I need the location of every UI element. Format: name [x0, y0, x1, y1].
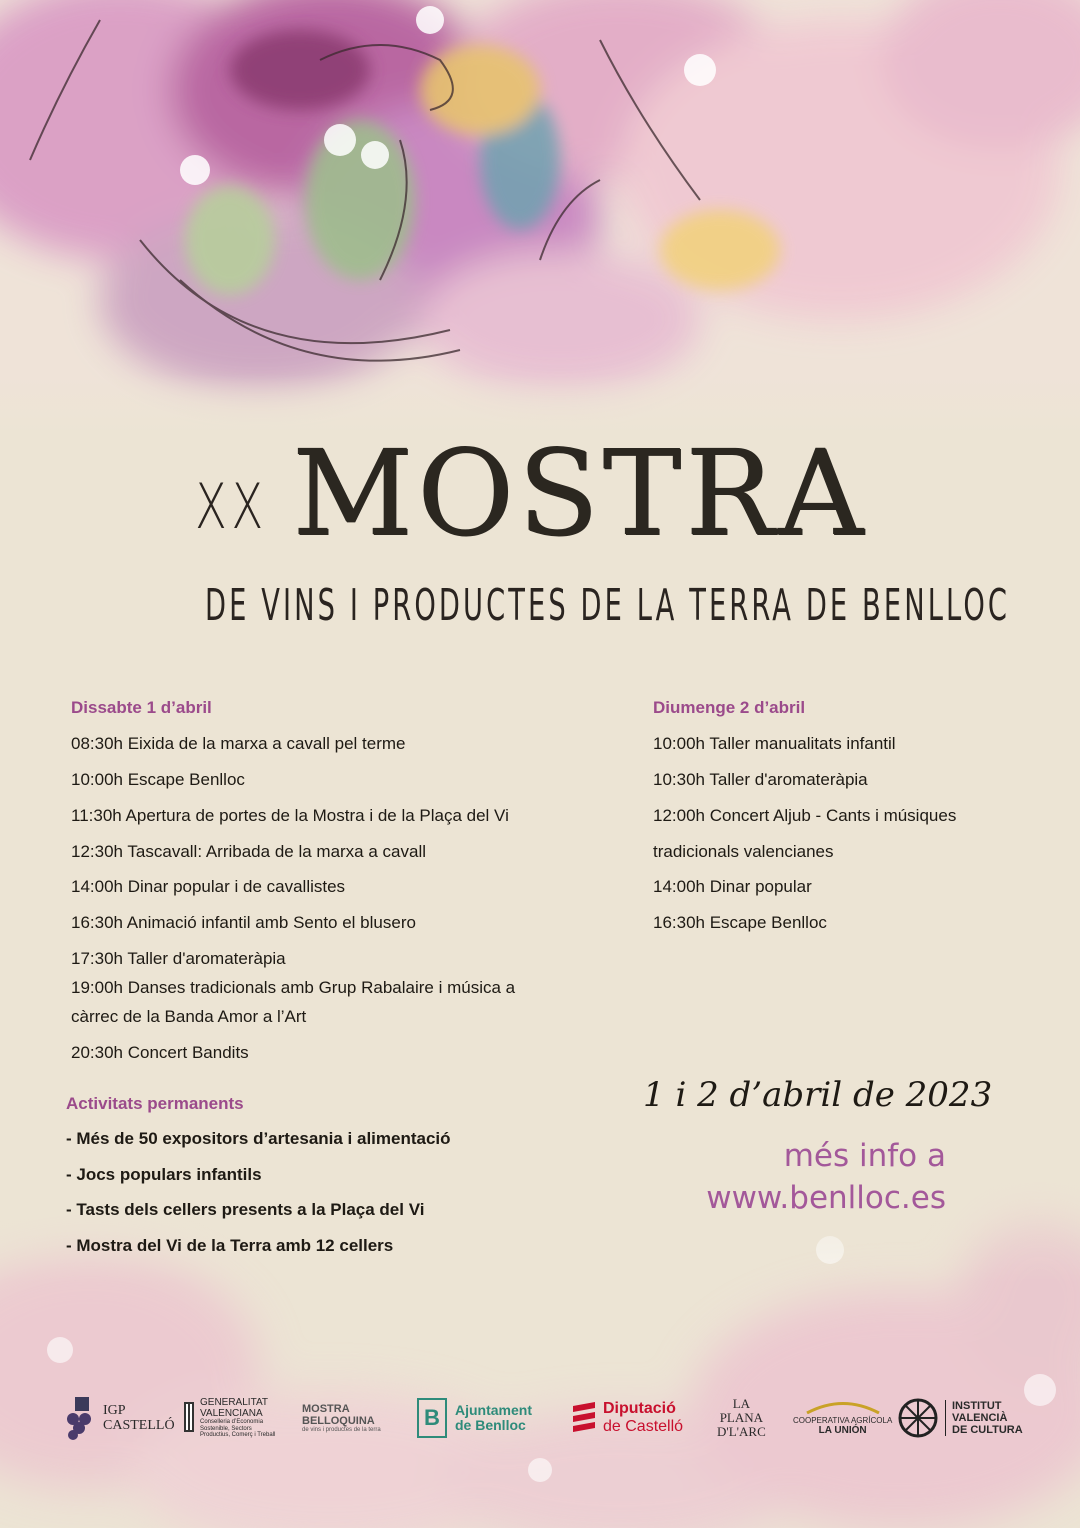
event-date: 1 i 2 d’abril de 2023 — [643, 1075, 993, 1115]
saturday-heading: Dissabte 1 d’abril — [71, 698, 212, 717]
title-block — [0, 424, 1080, 660]
permanent-activity-item: - Més de 50 expositors d’artesania i alimentació — [66, 1129, 451, 1148]
logo-diputacio-castello — [571, 1390, 683, 1446]
logo-text: VALENCIÀ — [952, 1411, 1008, 1424]
schedule-item: 10:00h Escape Benlloc — [71, 770, 245, 789]
logo-text: Diputació — [603, 1400, 676, 1418]
schedule-item: 19:00h Danses tradicionals amb Grup Rabalaire i música a — [71, 978, 516, 997]
ivc-emblem-icon — [897, 1397, 939, 1439]
logo-institut-valencia-cultura — [897, 1390, 1023, 1446]
logo-text: LA UNIÓN — [818, 1425, 867, 1437]
schedule-item: 14:00h Dinar popular — [653, 877, 812, 896]
logo-igp-castello — [63, 1390, 175, 1446]
sunday-heading: Diumenge 2 d’abril — [653, 698, 806, 717]
logo-text: INSTITUT — [952, 1399, 1002, 1412]
logo-text: MOSTRA — [302, 1402, 350, 1415]
permanent-activities-heading: Activitats permanents — [66, 1094, 244, 1113]
divider — [945, 1400, 946, 1436]
info-label: més info a — [783, 1138, 946, 1174]
logo-text: VALENCIANA — [200, 1408, 263, 1420]
schedule-item: 16:30h Escape Benlloc — [653, 913, 827, 932]
logo-text: IGP — [103, 1402, 126, 1418]
info-url-link[interactable]: www.benlloc.es — [706, 1180, 946, 1216]
logo-text: COOPERATIVA AGRÍCOLA — [793, 1415, 893, 1425]
grapes-icon — [63, 1395, 99, 1441]
schedule-item: 20:30h Concert Bandits — [71, 1043, 249, 1062]
edition-number: XX — [195, 470, 268, 543]
logo-text: de Benlloc — [455, 1417, 526, 1433]
schedule-item: 08:30h Eixida de la marxa a cavall pel terme — [71, 734, 406, 753]
benlloc-b-icon: B — [417, 1398, 447, 1438]
logo-generalitat-valenciana — [182, 1390, 280, 1446]
logo-text: de Castelló — [603, 1418, 684, 1435]
logo-ajuntament-benlloc — [417, 1390, 532, 1446]
logo-text: CASTELLÓ — [103, 1418, 175, 1433]
logo-text: de vins i productes de la terra — [302, 1426, 381, 1433]
schedule-item-continued: tradicionals valencianes — [653, 842, 834, 861]
logo-text: D'L'ARC — [717, 1424, 766, 1440]
logo-cooperativa-la-union — [793, 1390, 892, 1446]
schedule-item: 10:30h Taller d'aromateràpia — [653, 770, 868, 789]
sponsor-logos — [55, 1390, 1025, 1450]
logo-text: DE CULTURA — [952, 1424, 1023, 1437]
schedule-item: 16:30h Animació infantil amb Sento el blusero — [71, 913, 416, 932]
permanent-activity-item: - Tasts dels cellers presents a la Plaça del Vi — [66, 1200, 425, 1219]
schedule-item-continued: càrrec de la Banda Amor a l’Art — [71, 1007, 307, 1026]
permanent-activity-item: - Mostra del Vi de la Terra amb 12 cellers — [66, 1236, 394, 1255]
schedule-item: 14:00h Dinar popular i de cavallistes — [71, 877, 346, 896]
logo-mostra-belloquina — [302, 1390, 381, 1446]
logo-text: LA — [732, 1395, 751, 1411]
logo-text: GENERALITAT — [200, 1397, 268, 1409]
watercolor-flowers-illustration — [0, 0, 1080, 440]
schedule-item: 12:30h Tascavall: Arribada de la marxa a cavall — [71, 842, 426, 861]
page-subtitle: DE VINS I PRODUCTES DE LA TERRA DE BENLLOC — [205, 580, 1011, 631]
permanent-activity-item: - Jocs populars infantils — [66, 1165, 262, 1184]
stripes-icon — [571, 1400, 597, 1436]
schedule-item: 11:30h Apertura de portes de la Mostra i de la Plaça del Vi — [71, 806, 509, 825]
page-title: MOSTRA — [292, 424, 868, 562]
coat-of-arms-icon — [182, 1398, 196, 1438]
logo-text: BELLOQUINA — [302, 1414, 375, 1427]
schedule-item: 12:00h Concert Aljub - Cants i músiques — [653, 806, 957, 825]
logo-text: Conselleria d’Economia Sostenible, Sectors Productius, Comerç i Treball — [200, 1419, 276, 1439]
schedule-item: 10:00h Taller manualitats infantil — [653, 734, 896, 753]
logo-la-plana-de-larc — [717, 1390, 766, 1446]
logo-text: Ajuntament — [455, 1401, 532, 1418]
schedule-item: 17:30h Taller d'aromateràpia — [71, 949, 286, 968]
wheat-arc-icon — [803, 1400, 883, 1414]
logo-text: PLANA — [719, 1409, 764, 1425]
